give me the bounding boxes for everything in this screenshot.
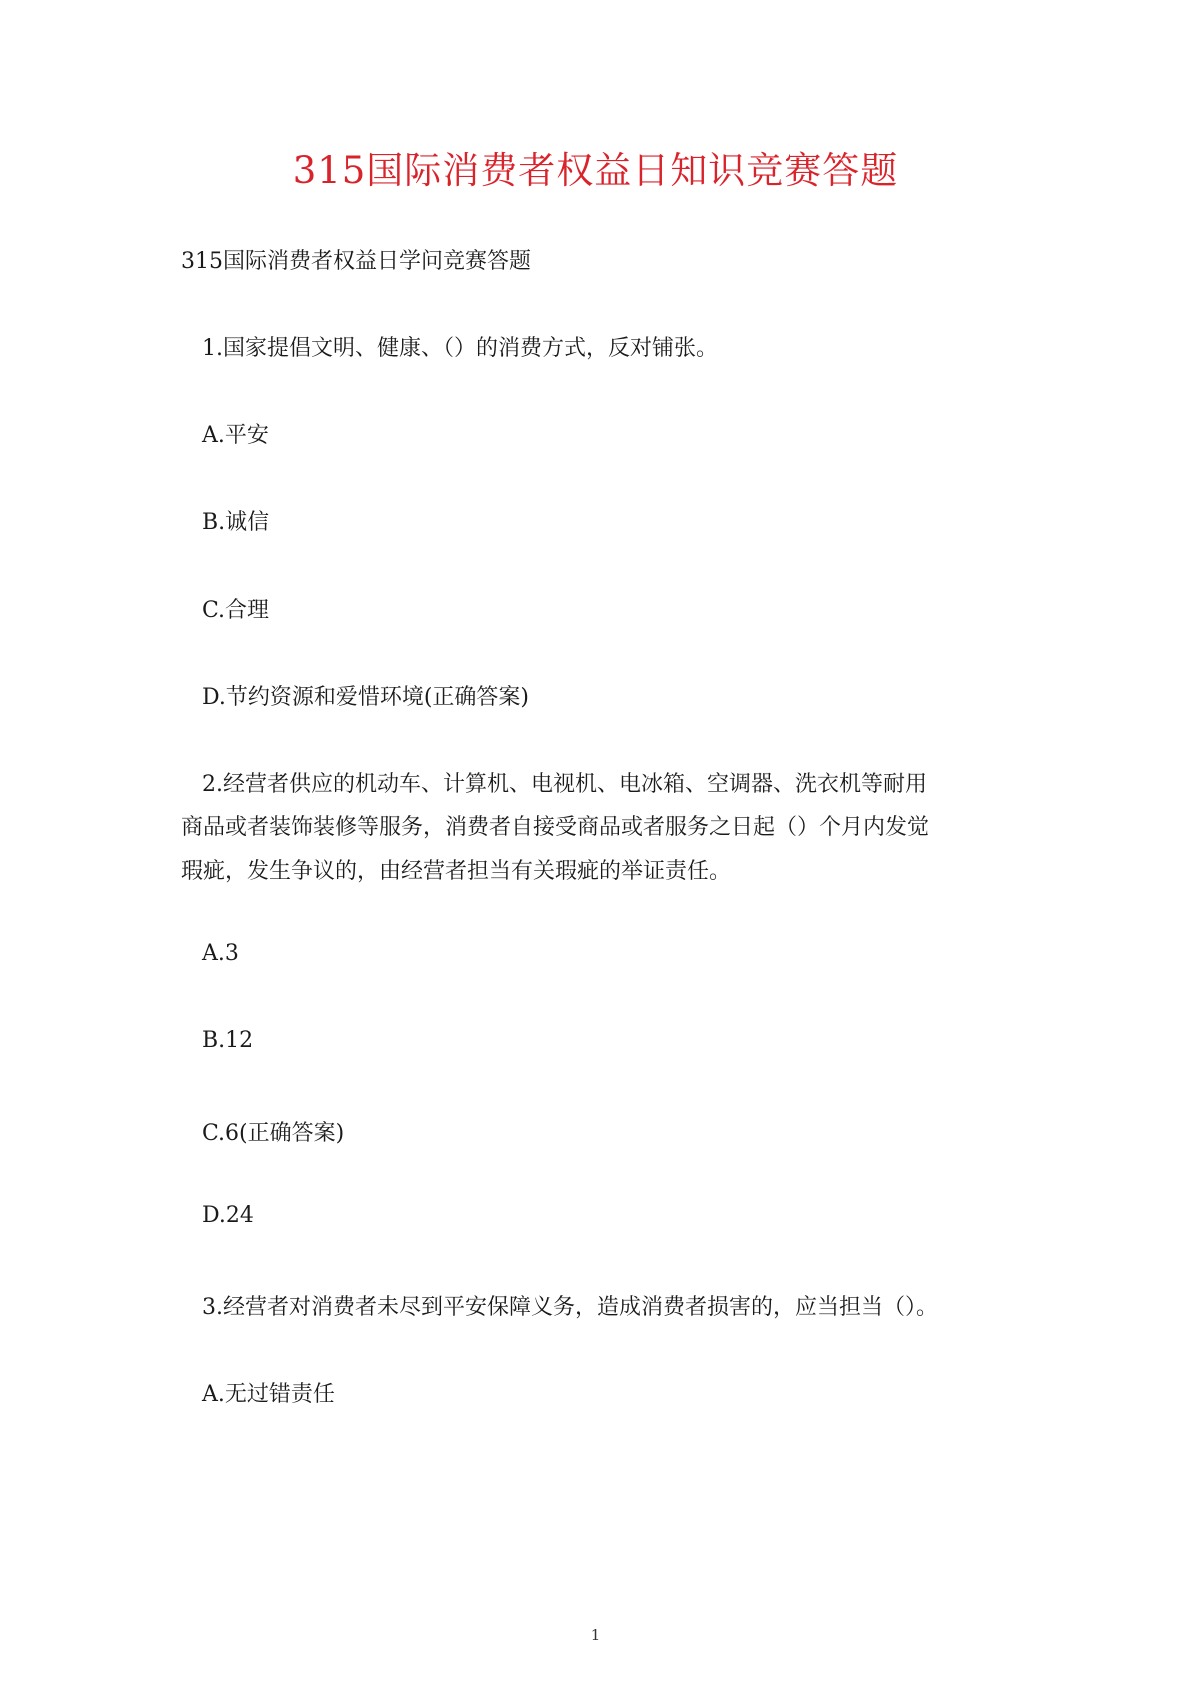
question-3-option-a: A.无过错责任 [202, 1382, 335, 1407]
question-2-option-c: C.6(正确答案) [202, 1121, 345, 1146]
question-1-option-b: B.诚信 [202, 510, 270, 535]
question-2-option-d: D.24 [202, 1203, 254, 1228]
question-1-option-a: A.平安 [202, 423, 269, 448]
document-title: 315国际消费者权益日知识竞赛答题 [292, 149, 899, 192]
page-number: 1 [590, 1626, 601, 1644]
question-2-stem-line-1: 2.经营者供应的机动车、计算机、电视机、电冰箱、空调器、洗衣机等耐用 [202, 772, 927, 797]
question-2-option-a: A.3 [202, 941, 239, 966]
question-2-option-b: B.12 [202, 1028, 254, 1053]
question-1-option-d: D.节约资源和爱惜环境(正确答案) [202, 685, 530, 710]
question-3-stem: 3.经营者对消费者未尽到平安保障义务，造成消费者损害的，应当担当（）。 [202, 1295, 938, 1320]
question-2-stem-line-3: 瑕疵，发生争议的，由经营者担当有关瑕疵的举证责任。 [181, 859, 732, 884]
document-subtitle: 315国际消费者权益日学问竞赛答题 [181, 249, 531, 274]
question-1-option-c: C.合理 [202, 598, 270, 623]
question-2-stem-line-2: 商品或者装饰装修等服务，消费者自接受商品或者服务之日起（）个月内发觉 [181, 815, 930, 840]
question-1-stem: 1.国家提倡文明、健康、（）的消费方式，反对铺张。 [202, 336, 718, 361]
